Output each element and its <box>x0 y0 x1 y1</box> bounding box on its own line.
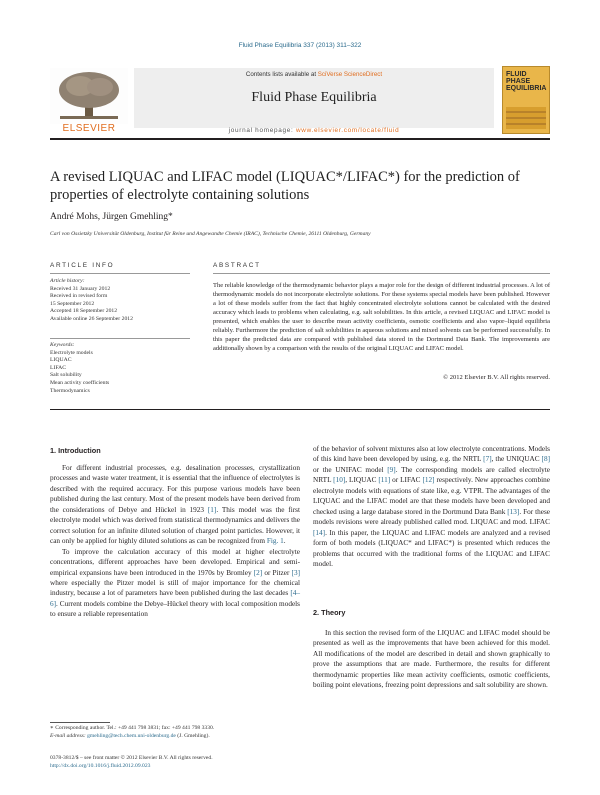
introduction-continued <box>313 444 550 569</box>
email-link[interactable]: gmehling@tech.chem.uni-oldenburg.de <box>87 733 176 739</box>
introduction-heading: 1. Introduction <box>50 446 101 455</box>
citation-link[interactable]: [10] <box>333 476 346 485</box>
citation-link[interactable]: [2] <box>253 568 263 577</box>
keywords <box>50 342 190 395</box>
footnote-rule <box>50 722 110 723</box>
article-info-heading: ARTICLE INFO <box>50 262 115 269</box>
keyword: LIFAC <box>50 364 67 371</box>
figure-link[interactable]: Fig. 1 <box>266 537 284 546</box>
cover-band <box>506 107 546 129</box>
keyword: Electrolyte models <box>50 349 93 356</box>
email-note: E-mail address: gmehling@tech.chem.uni-oldenburg.de (J. Gmehling). <box>50 733 210 739</box>
article-history <box>50 278 190 324</box>
citation-link[interactable]: [1] <box>207 505 217 514</box>
citation-link[interactable]: [12] <box>422 476 435 485</box>
citation-link[interactable]: [11] <box>378 476 391 485</box>
affiliation: Carl von Ossietzky Universität Oldenburg, Institut für Reine und Angewandte Chemie (IRAC), Technische Chemie, 26111 Oldenburg, Germany <box>50 231 371 237</box>
info-rule-mid <box>50 338 190 339</box>
footnotes <box>50 724 300 740</box>
issn-note: 0378-3812/$ – see front matter © 2012 Elsevier B.V. All rights reserved. <box>50 755 213 761</box>
citation-link[interactable]: [13] <box>507 507 520 516</box>
doi-link[interactable]: http://dx.doi.org/10.1016/j.fluid.2012.09.023 <box>50 763 151 769</box>
journal-name: Fluid Phase Equilibria <box>251 90 377 105</box>
publication-info <box>50 754 300 770</box>
keywords-label: Keywords: <box>50 342 75 348</box>
publisher-logo-text: ELSEVIER <box>62 123 116 134</box>
elsevier-tree-logo <box>50 68 128 124</box>
journal-reference[interactable]: Fluid Phase Equilibria 337 (2013) 311–322 <box>238 42 362 49</box>
info-rule-top <box>50 273 190 274</box>
abstract-heading: ABSTRACT <box>213 262 261 269</box>
citation-link[interactable]: [9] <box>387 465 396 474</box>
journal-homepage <box>134 127 494 134</box>
keyword: Mean activity coefficients <box>50 379 110 386</box>
citation-link[interactable]: [4–6] <box>50 589 300 608</box>
authors: André Mohs, Jürgen Gmehling* <box>50 212 173 222</box>
homepage-prefix: journal homepage: <box>228 127 296 134</box>
article-title: A revised LIQUAC and LIFAC model (LIQUAC*/LIFAC*) for the prediction of properties of electrolyte containing solutions <box>50 169 520 203</box>
citation-link[interactable]: [14] <box>313 528 326 537</box>
history-item: Available online 26 September 2012 <box>50 315 133 322</box>
corresponding-author-note: ∗ Corresponding author. Tel.: +49 441 798 3831; fax: +49 441 798 3330. <box>50 725 215 731</box>
history-item: Received 31 January 2012 <box>50 285 111 292</box>
theory-paragraph-1: In this section the revised form of the LIQUAC and LIFAC model should be presented as well as the improvements that have been achieved for this model. All modifications of the model are described in detail and shown graphically to prove the assumptions that are made. Furthermore, the results for different thermodynamic properties like mean activity coefficients, osmotic coefficients, boiling point elevations, freezing point depressions and salt solubility are shown. <box>313 629 550 690</box>
history-item: 15 September 2012 <box>50 300 95 307</box>
contents-line <box>134 71 494 78</box>
intro-paragraph-2: To improve the calculation accuracy of this model at higher electrolyte concentrations, different approaches have been developed. Empirical and semi-empirical expansions have been introduced in the 1970s by Bromley [2] or Pitzer [3] where especially the Pitzer model is still of major importance for the chemical industry, because a lot of parameters have been published during the last decades [4–6]. Current models combine the Debye–Hückel theory with local composition models to ensure a reliable representation <box>50 547 300 619</box>
keyword: Salt solubility <box>50 372 82 379</box>
keyword: LIQUAC <box>50 357 72 364</box>
homepage-link[interactable]: www.elsevier.com/locate/fluid <box>295 127 400 134</box>
abstract-divider <box>50 409 550 410</box>
cover-title: FLUID PHASE EQUILIBRIA <box>506 71 547 92</box>
header-divider <box>50 138 550 140</box>
abstract-rule-top <box>213 273 550 274</box>
introduction-body <box>50 463 300 620</box>
intro-paragraph-3: of the behavior of solvent mixtures also at low electrolyte concentrations. Models of this kind have been developed by using, e.g. the NRTL [7], the UNIQUAC [8] or the UNIFAC model [9]. The corresponding models are called electrolyte NRTL [10], LIQUAC [11] or LIFAC [12] respectively. New approaches combine electrolyte models with equations of state like, e.g. VTPR. The advantages of the LIQUAC and the LIFAC model are that these models have been developed and checked using a large database stored in the Dortmund Data Bank [13]. For these models revisions were already published called mod. LIQUAC and mod. LIFAC [14]. In this paper, the LIQUAC and LIFAC models are analyzed and a revised form of both models (LIQUAC* and LIFAC*) is presented which reduces the problems that occurred with the traditional forms of the LIQUAC and LIFAC model. <box>313 445 551 568</box>
keyword: Thermodynamics <box>50 387 90 394</box>
journal-cover <box>502 66 550 134</box>
citation-link[interactable]: [7] <box>483 455 492 464</box>
abstract-text: The reliable knowledge of the thermodynamic behavior plays a major role for the design of different industrial processes. A lot of thermodynamic models do not incorporate electrolyte solutions. For these systems special models have been published. However a lot of these models suffer from the fact that highly concentrated electrolyte solutions cannot be calculated with the desired accuracy which leads to problems when calculating, e.g. salt solubilities. In this article, a revised LIQUAC and LIFAC model is presented, which enables the user to describe mean activity coefficients, osmotic coefficients and also vapor–liquid equilibria reliably. Furthermore the prediction of salt solubilities in aqueous solutions and mixed solvents can be performed successfully. In this paper the predicted data are compared with published data stored in the Dortmund Data Bank. The improvements are additionally shown by a comparison with the results of the original LIQUAC and LIFAC model. <box>213 282 550 352</box>
history-label: Article history: <box>50 278 85 284</box>
theory-heading: 2. Theory <box>313 608 346 617</box>
contents-prefix: Contents lists available at <box>245 71 318 78</box>
citation-link[interactable]: [3] <box>291 568 300 577</box>
abstract-copyright: © 2012 Elsevier B.V. All rights reserved. <box>443 374 550 381</box>
theory-body <box>313 628 550 691</box>
sciencedirect-link[interactable]: SciVerse ScienceDirect <box>317 71 383 78</box>
intro-paragraph-1: For different industrial processes, e.g. desalination processes, crystallization processes and waste water treatment, it is essential that the influence of electrolytes is described with the required accuracy. For this purpose various models have been published during the last century. Most of the present models have been derived from the considerations of Debye and Hückel in 1923 [1]. This model was the first electrolyte model which was derived from statistical thermodynamics and delivers the correct solution for an infinite diluted solution of charged point particles. However, it can only be applied for highly diluted solutions as can be recognized from Fig. 1. <box>50 464 300 546</box>
history-item: Accepted 18 September 2012 <box>50 308 118 315</box>
history-item: Received in revised form <box>50 293 108 300</box>
citation-link[interactable]: [8] <box>541 455 550 464</box>
